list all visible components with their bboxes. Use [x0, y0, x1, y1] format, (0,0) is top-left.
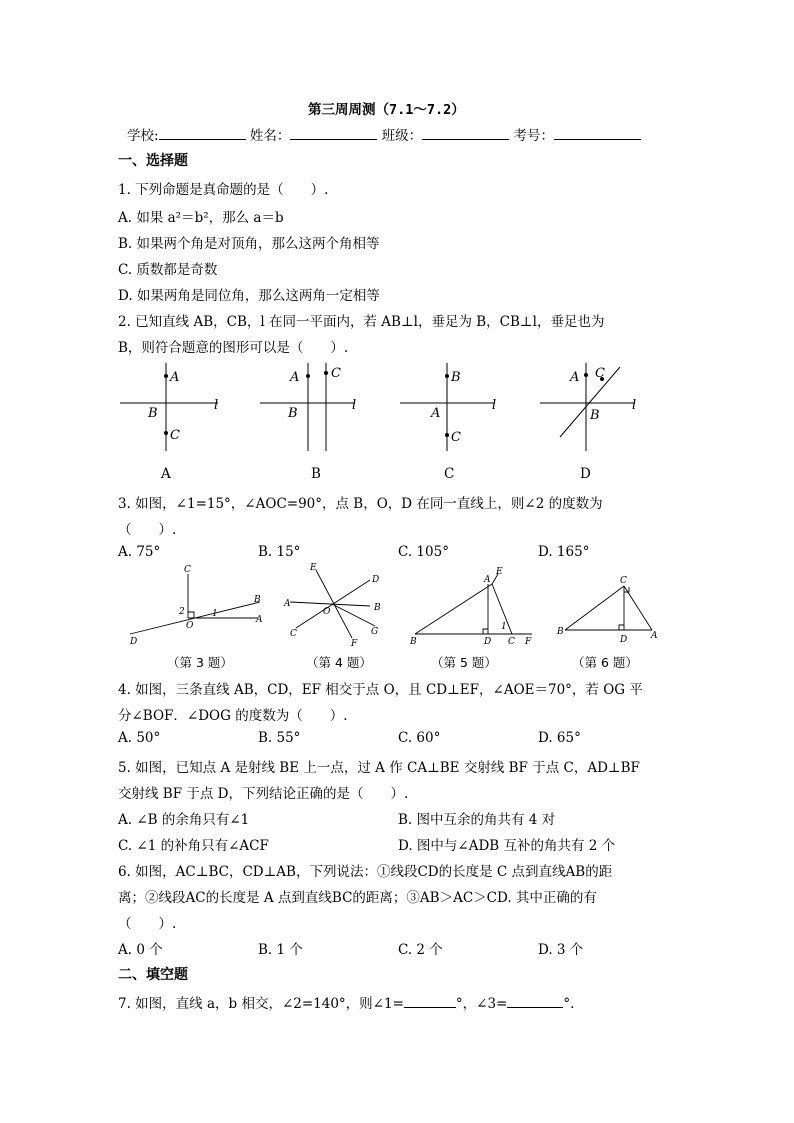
q5-stem-line2: 交射线 BF 于点 D，下列结论正确的是（ ）.: [118, 786, 409, 802]
name-label: 姓名：: [249, 128, 291, 144]
q7-text-part1: 7. 如图，直线 a，b 相交，∠2=140°，则∠1=: [118, 996, 404, 1012]
fig5-label-b: B: [410, 637, 417, 647]
q2b-label-b: B: [288, 406, 298, 421]
q2a-label-c: C: [170, 428, 180, 443]
fig4-label-e: E: [310, 563, 317, 573]
q2-stem-line1: 2. 已知直线 AB，CB，l 在同一平面内，若 AB⊥l，垂足为 B，CB⊥l，垂足也为: [118, 314, 605, 330]
q7-line: [118, 992, 574, 1012]
q2-choice-c[interactable]: C: [444, 466, 455, 482]
q1-option-d[interactable]: D. 如果两角是同位角，那么这两角一定相等: [118, 288, 380, 304]
q6-option-b[interactable]: B. 1 个: [258, 942, 303, 958]
q2d-label-a: A: [570, 370, 580, 385]
q1-option-a[interactable]: A. 如果 a²＝b²，那么 a＝b: [118, 210, 284, 226]
exam-number-label: 考号：: [513, 128, 554, 144]
fig5-label-d: D: [484, 637, 492, 647]
q5-option-a[interactable]: A. ∠B 的余角只有∠1: [118, 812, 250, 828]
q5-stem-line1: 5. 如图，已知点 A 是射线 BE 上一点，过 A 作 CA⊥BE 交射线 BF 于点 C，AD⊥BF: [118, 760, 640, 776]
q3-option-d[interactable]: D. 165°: [538, 544, 590, 560]
q4-option-d[interactable]: D. 65°: [538, 730, 581, 746]
fig6-label-d: D: [620, 635, 628, 645]
fig3-label-1: 1: [212, 609, 218, 619]
q3-q6-figures: [120, 562, 680, 652]
q2d-label-l: l: [632, 398, 637, 413]
q6-stem-line1: 6. 如图，AC⊥BC，CD⊥AB，下列说法：①线段CD的长度是 C 点到直线AB的距: [118, 864, 613, 880]
q2c-label-b: B: [451, 370, 461, 385]
caption-fig6: （第 6 题）: [572, 655, 638, 670]
fig5-label-a: A: [484, 575, 491, 585]
fig4-label-c: C: [290, 629, 297, 639]
q5-option-d[interactable]: D. 图中与∠ADB 互补的角共有 2 个: [398, 838, 616, 854]
q5-option-b[interactable]: B. 图中互余的角共有 4 对: [398, 812, 556, 828]
q2d-label-c: C: [595, 366, 605, 381]
q4-option-a[interactable]: A. 50°: [118, 730, 161, 746]
fig6-label-a: A: [651, 631, 658, 641]
q2-choice-a[interactable]: A: [161, 466, 171, 482]
section-fill-heading: 二、填空题: [118, 967, 188, 983]
q3-stem-line1: 3. 如图，∠1=15°，∠AOC=90°，点 B，O，D 在同一直线上，则∠2 的度数为: [118, 496, 603, 512]
q6-option-c[interactable]: C. 2 个: [398, 942, 443, 958]
fig5-label-1: 1: [501, 622, 507, 632]
q2a-label-l: l: [214, 398, 219, 413]
q4-stem-line2: 分∠BOF．∠DOG 的度数为（ ）.: [118, 708, 348, 724]
fig5-label-c: C: [508, 637, 515, 647]
q4-stem-line1: 4. 如图，三条直线 AB，CD，EF 相交于点 O，且 CD⊥EF，∠AOE＝70°，若 OG 平: [118, 682, 643, 698]
q1-stem: 1. 下列命题是真命题的是（ ）.: [118, 182, 329, 198]
fig4-label-d: D: [372, 575, 380, 585]
q2-choice-d[interactable]: D: [580, 466, 591, 482]
caption-fig5: （第 5 题）: [431, 655, 497, 670]
q3-option-c[interactable]: C. 105°: [398, 544, 449, 560]
q2d-label-b: B: [590, 408, 600, 423]
q2b-label-c: C: [331, 366, 341, 381]
q6-stem-line2: 离；②线段AC的长度是 A 点到直线BC的距离；③AB＞AC＞CD. 其中正确的有: [118, 890, 597, 906]
fig3-label-2: 2: [179, 607, 185, 617]
q2-figures: [110, 355, 670, 460]
section-choice-heading: 一、选择题: [118, 153, 188, 169]
fig4-label-a: A: [284, 599, 291, 609]
q2c-label-l: l: [492, 398, 497, 413]
exam-number-input[interactable]: [554, 125, 641, 140]
header-fields: [127, 124, 641, 144]
q3-option-a[interactable]: A. 75°: [118, 544, 161, 560]
q7-text-part3: °.: [563, 996, 575, 1012]
q2b-label-l: l: [352, 398, 357, 413]
q2c-label-a: A: [431, 406, 441, 421]
q6-option-a[interactable]: A. 0 个: [118, 942, 163, 958]
fig4-label-o: O: [323, 607, 331, 617]
class-input[interactable]: [422, 125, 509, 140]
caption-fig3: （第 3 题）: [167, 655, 233, 670]
q1-option-b[interactable]: B. 如果两个角是对顶角，那么这两个角相等: [118, 236, 380, 252]
q6-stem-line3: （ ）.: [118, 916, 177, 932]
q3-stem-line2: （ ）.: [118, 522, 177, 538]
fig3-label-o: O: [186, 621, 194, 631]
fig3-label-b: B: [254, 595, 261, 605]
page-title: 第三周周测（7.1～7.2）: [308, 102, 465, 118]
q2a-label-b: B: [148, 406, 158, 421]
q4-option-c[interactable]: C. 60°: [398, 730, 441, 746]
q5-option-c[interactable]: C. ∠1 的补角只有∠ACF: [118, 838, 269, 854]
fig4-label-g: G: [371, 627, 379, 637]
q2a-label-a: A: [170, 370, 180, 385]
fig5-label-e: E: [496, 567, 503, 577]
q2-choice-b[interactable]: B: [311, 466, 321, 482]
q1-option-c[interactable]: C. 质数都是奇数: [118, 262, 218, 278]
fig3-label-a: A: [256, 615, 263, 625]
q7-angle3-blank[interactable]: [507, 993, 563, 1008]
class-label: 班级：: [381, 128, 423, 144]
fig6-label-c: C: [620, 576, 627, 586]
fig4-label-f: F: [351, 639, 358, 649]
q6-option-d[interactable]: D. 3 个: [538, 942, 584, 958]
q2-stem-line2: B，则符合题意的图形可以是（ ）.: [118, 340, 349, 356]
q2b-label-a: A: [290, 370, 300, 385]
fig6-label-b: B: [557, 627, 564, 637]
school-label: 学校:: [127, 128, 159, 144]
fig4-label-b: B: [374, 603, 381, 613]
q3-option-b[interactable]: B. 15°: [258, 544, 301, 560]
name-input[interactable]: [290, 125, 377, 140]
q2c-label-c: C: [451, 430, 461, 445]
caption-fig4: （第 4 题）: [306, 655, 372, 670]
fig3-label-d: D: [130, 637, 138, 647]
school-input[interactable]: [159, 125, 246, 140]
fig5-label-f: F: [525, 637, 532, 647]
fig3-label-c: C: [184, 565, 191, 575]
q4-option-b[interactable]: B. 55°: [258, 730, 301, 746]
q7-angle1-blank[interactable]: [404, 993, 456, 1008]
q7-text-part2: °，∠3=: [455, 996, 508, 1012]
